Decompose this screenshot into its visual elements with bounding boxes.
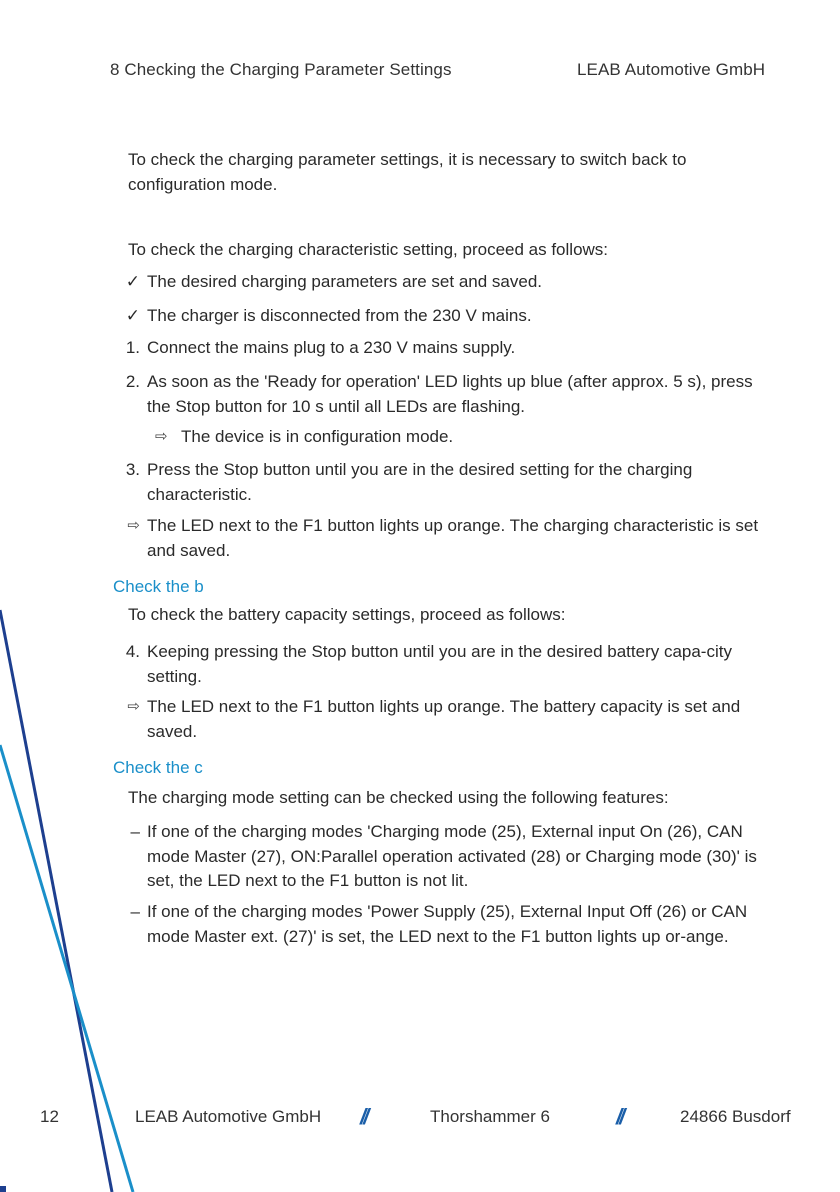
footer-street: Thorshammer 6 (430, 1107, 550, 1126)
dark-blue-diagonal-line (0, 610, 112, 1192)
step-number: 3. (125, 460, 140, 479)
footer-separator: // (360, 1104, 367, 1129)
characteristic-lead: To check the charging characteristic setting, proceed as follows: (128, 240, 609, 259)
corner-mark (0, 1186, 6, 1192)
prerequisite-text: The charger is disconnected from the 230 V mains. (147, 306, 532, 325)
step-number: 1. (125, 338, 140, 357)
step-text: As soon as the 'Ready for operation' LED lights up blue (after approx. 5 s), press the Stop button for 10 s until all LEDs are flashing. (147, 372, 753, 416)
check-icon: ✓ (125, 306, 140, 325)
step-text: Press the Stop button until you are in the desired setting for the charging characteristic. (147, 460, 693, 504)
step-number: 4. (125, 642, 140, 661)
check-icon: ✓ (125, 272, 140, 291)
result-text: The LED next to the F1 button lights up orange. The charging characteristic is set and saved. (147, 516, 759, 560)
prerequisite-text: The desired charging parameters are set and saved. (147, 272, 543, 291)
bullet-text: If one of the charging modes 'Power Supply (25), External Input Off (26) or CAN mode Master ext. (27)' is set, the LED next to the F1 button lights up or-ange. (147, 902, 748, 946)
header-chapter-title: 8 Checking the Charging Parameter Settings (110, 60, 452, 79)
dash-bullet: – (130, 902, 140, 921)
page-number: 12 (40, 1107, 59, 1126)
battery-lead: To check the battery capacity settings, proceed as follows: (128, 605, 566, 624)
arrow-right-icon: ⇨ (127, 698, 140, 715)
footer-separator: // (616, 1104, 623, 1129)
intro-paragraph: To check the charging parameter settings, it is necessary to switch back to configuration mode. (128, 150, 687, 194)
footer-city: 24866 Busdorf (680, 1107, 791, 1126)
bullet-text: If one of the charging modes 'Charging mode (25), External input On (26), CAN mode Master (27), ON:Parallel operation activated (28) or Charging mode (30)' is set, the LED next to the F1 button is not lit. (147, 822, 757, 890)
step-number: 2. (125, 372, 140, 391)
light-blue-diagonal-line (0, 745, 133, 1192)
footer-company: LEAB Automotive GmbH (135, 1107, 322, 1126)
dash-bullet: – (130, 822, 140, 841)
arrow-right-icon: ⇨ (127, 517, 140, 534)
header-company: LEAB Automotive GmbH (577, 60, 766, 79)
result-text: The LED next to the F1 button lights up orange. The battery capacity is set and saved. (147, 697, 741, 741)
battery-section-heading: Check the b (113, 577, 204, 596)
step-text: Connect the mains plug to a 230 V mains supply. (147, 338, 516, 357)
step-text: Keeping pressing the Stop button until you are in the desired battery capa-city setting. (147, 642, 732, 686)
step-result-text: The device is in configuration mode. (181, 427, 454, 446)
arrow-right-icon: ⇨ (155, 428, 168, 445)
mode-section-heading: Check the c (113, 758, 203, 777)
mode-lead: The charging mode setting can be checked using the following features: (128, 788, 669, 807)
